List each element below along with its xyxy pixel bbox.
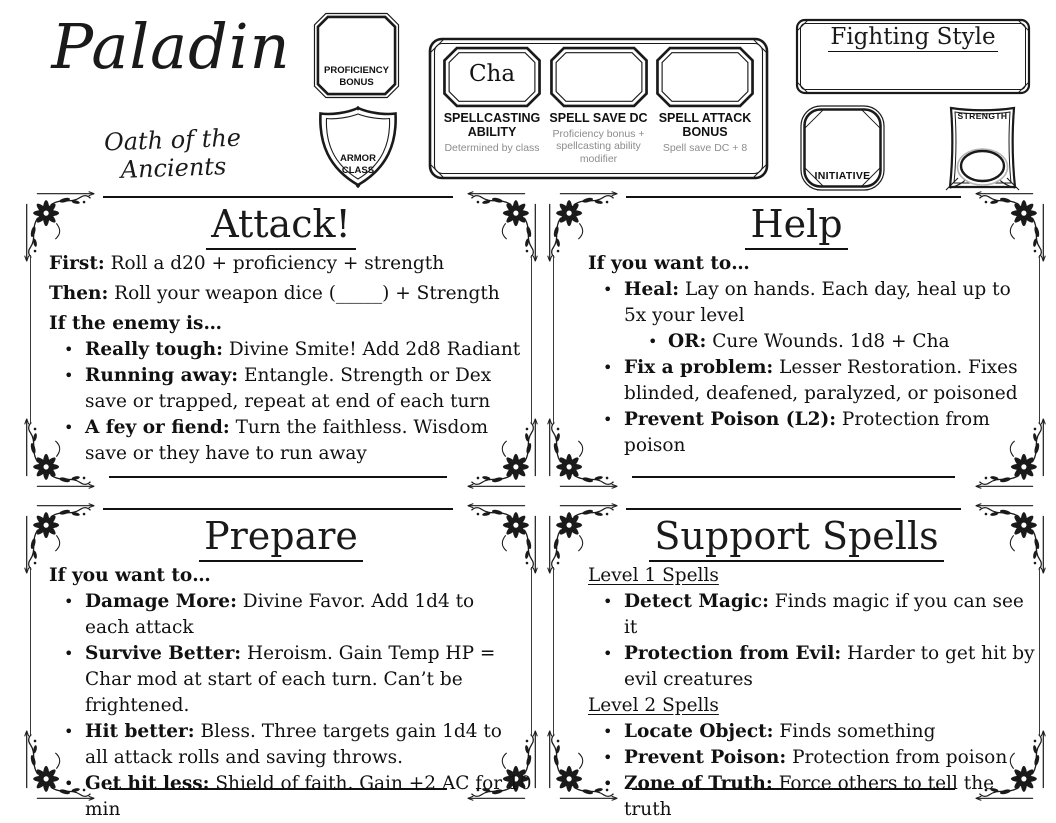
support-spells-panel (548, 505, 1045, 820)
spell-attack-bonus-label: SPELL ATTACK BONUS (658, 111, 752, 139)
spell-level-heading: Level 1 Spells (588, 565, 719, 586)
list-item: • Survive Better: Heroism. Gain Temp HP = Char mod at start of each turn. Can’t be frightened. (49, 641, 523, 719)
panel-body (25, 563, 537, 823)
panel-title: Attack! (25, 202, 537, 246)
corner-flourish-icon (546, 190, 620, 264)
list-item: • Running away: Entangle. Strength or Dex save or trapped, repeat at end of each turn (49, 363, 523, 415)
spellcasting-ability-label: SPELLCASTING ABILITY (443, 111, 541, 139)
panel-border-right (1039, 567, 1040, 735)
corner-flourish-icon (23, 502, 97, 576)
spellcasting-ability-note: Determined by class (444, 142, 540, 154)
instruction-heading: If the enemy is… (49, 313, 222, 334)
list-item: • Fix a problem: Lesser Restoration. Fixes blinded, deafened, paralyzed, or poisoned (588, 355, 1035, 407)
list-item: • Get hit less: Shield of faith. Gain +2 AC for 10 min (49, 771, 565, 823)
panel-border-top (626, 508, 961, 510)
panel-title: Support Spells (548, 514, 1045, 558)
spell-save-dc-column (548, 46, 650, 165)
corner-flourish-icon (546, 502, 620, 576)
page-title: Paladin (51, 10, 291, 83)
prepare-panel (25, 505, 537, 820)
panel-border-left (30, 255, 31, 423)
instruction-item: First: Roll a d20 + proficiency + strength (49, 253, 445, 274)
panel-border-top (626, 196, 961, 198)
octagon-frame-icon (655, 46, 755, 108)
spell-level-heading: Level 2 Spells (588, 695, 719, 716)
octagon-frame-icon (549, 46, 649, 108)
initiative-badge (799, 104, 886, 192)
corner-flourish-icon (23, 190, 97, 264)
corner-flourish-icon (465, 502, 539, 576)
shield-icon (316, 105, 400, 189)
instruction-item: Then: Roll your weapon dice (_____) + Strength (49, 283, 500, 304)
spellcasting-columns (441, 46, 756, 165)
panel-title: Prepare (25, 514, 537, 558)
instruction-heading: If you want to… (588, 253, 750, 274)
spellcasting-box (428, 37, 769, 180)
panel-border-left (553, 567, 554, 735)
panel-border-bottom (109, 476, 447, 478)
spellcasting-ability-value: Cha (468, 61, 516, 87)
list-item: • Zone of Truth: Force others to tell the truth (588, 771, 1035, 823)
panel-border-bottom (632, 476, 955, 478)
list-item: • Protection from Evil: Harder to get hit by evil creatures (588, 641, 1035, 693)
spell-save-dc-note: Proficiency bonus + spellcasting ability modifier (552, 128, 645, 165)
panel-body (548, 563, 1045, 823)
list-item: • A fey or fiend: Turn the faithless. Wisdom save or they have to run away (49, 415, 523, 467)
spell-attack-bonus-column (654, 46, 756, 165)
panel-border-right (531, 567, 532, 735)
help-panel (548, 193, 1045, 489)
list-item: • Detect Magic: Finds magic if you can see it (588, 589, 1035, 641)
corner-flourish-icon (973, 502, 1047, 576)
panel-title: Help (548, 202, 1045, 246)
spell-attack-bonus-note: Spell save DC + 8 (662, 142, 748, 154)
spell-save-dc-label: SPELL SAVE DC (549, 111, 648, 125)
fighting-style-box (795, 18, 1031, 95)
list-item: • Prevent Poison (L2): Protection from poison (588, 407, 1035, 459)
corner-flourish-icon (465, 190, 539, 264)
panel-border-right (1039, 255, 1040, 423)
page-subtitle: Oath of the Ancients (103, 123, 242, 184)
panel-border-left (30, 567, 31, 735)
list-item: • Prevent Poison: Protection from poison (588, 745, 1035, 771)
armor-class-badge (316, 105, 400, 189)
proficiency-bonus-badge (313, 12, 400, 99)
list-item: • Really tough: Divine Smite! Add 2d8 Radiant (49, 337, 523, 363)
panel-border-top (103, 196, 453, 198)
initiative-label: INITIATIVE (814, 170, 871, 182)
instruction-heading: If you want to… (49, 565, 211, 586)
panel-border-top (103, 508, 453, 510)
attack-panel (25, 193, 537, 489)
list-item: • Locate Object: Finds something (588, 719, 1035, 745)
panel-body (548, 251, 1045, 459)
list-item: • Damage More: Divine Favor. Add 1d4 to each attack (49, 589, 523, 641)
sub-list-item: • OR: Cure Wounds. 1d8 + Cha (588, 329, 1035, 355)
list-item: • Hit better: Bless. Three targets gain 1d4 to all attack rolls and saving throws. (49, 719, 523, 771)
spellcasting-ability-column (441, 46, 543, 165)
proficiency-bonus-label: PROFICIENCY BONUS (324, 65, 389, 88)
armor-class-label: ARMOR CLASS (340, 153, 376, 176)
strength-badge (944, 103, 1021, 192)
panel-border-right (531, 255, 532, 423)
strength-label: STRENGTH (957, 111, 1008, 121)
list-item: • Heal: Lay on hands. Each day, heal up to 5x your level (588, 277, 1035, 329)
panel-body (25, 251, 537, 467)
fighting-style-title: Fighting Style (830, 24, 996, 50)
corner-flourish-icon (973, 190, 1047, 264)
panel-border-left (553, 255, 554, 423)
